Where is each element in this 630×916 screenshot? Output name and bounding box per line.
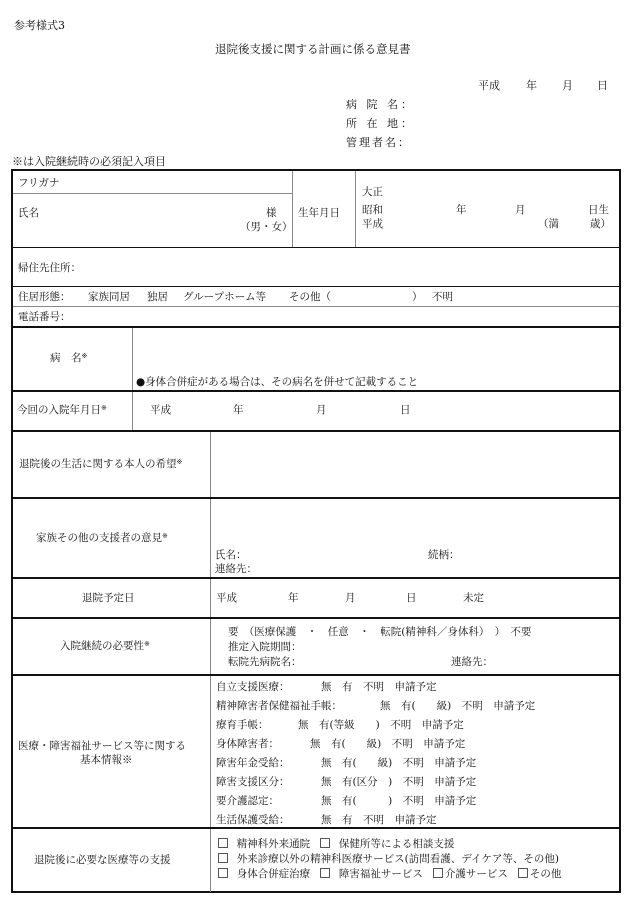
residence-other-close: ）	[412, 291, 423, 303]
required-note: ※は入院継続時の必須記入項目	[12, 155, 166, 168]
support-checkbox-psychiatric-services[interactable]: 外来診療以外の精神科医療サービス(訪問看護、デイケア等、その他)	[218, 853, 559, 865]
sex-selector[interactable]: （男・女）	[240, 221, 293, 233]
checkbox-icon	[218, 868, 228, 878]
support-row-1	[218, 838, 454, 850]
diagnosis-field[interactable]	[136, 330, 616, 372]
service-options[interactable]: 無 有( 級) 不明 申請予定	[321, 757, 477, 769]
estimated-period-label: 推定入院期間：	[228, 641, 302, 653]
service-options[interactable]: 無 有 不明 申請予定	[321, 814, 437, 826]
continuation-options[interactable]: 要 （医療保護 ・ 任意 ・ 転院(精神科／身体科） ） 不要	[228, 626, 532, 638]
support-checkbox-physical[interactable]: 身体合併症治療	[218, 868, 310, 880]
dob-month: 月	[515, 204, 526, 216]
service-item: 自立支援医療：	[216, 681, 290, 693]
service-options[interactable]: 無 有( 級) 不明 申請予定	[380, 700, 536, 712]
checkbox-icon	[320, 868, 330, 878]
checkbox-icon	[218, 838, 228, 848]
residence-alone[interactable]: 独居	[147, 291, 168, 303]
discharge-date-label: 退院予定日	[82, 592, 135, 604]
support-checkbox-other[interactable]: その他	[518, 868, 562, 880]
form-number: 参考様式3	[14, 19, 65, 32]
support-row-3	[218, 868, 561, 880]
address-label: 帰住先住所：	[18, 262, 81, 274]
transfer-contact-label: 連絡先：	[451, 656, 493, 668]
services-label-line1: 医療・障害福祉サービス等に関する	[18, 740, 186, 752]
transfer-hospital-label: 転院先病院名：	[228, 656, 302, 668]
dob-label: 生年月日	[298, 207, 340, 219]
support-checkbox-consultation[interactable]: 保健所等による相談支援	[320, 838, 454, 850]
residence-other[interactable]: その他（	[289, 291, 331, 303]
admission-day: 日	[400, 404, 411, 416]
discharge-month: 月	[345, 592, 356, 604]
hospital-name-label: 病 院 名：	[346, 98, 415, 111]
honorific: 様	[266, 207, 277, 219]
service-options[interactable]: 無 有(等級 ) 不明 申請予定	[298, 719, 464, 731]
dob-day: 日生	[588, 204, 609, 216]
residence-family[interactable]: 家族同居	[88, 291, 130, 303]
wishes-label: 退院後の生活に関する本人の希望※	[19, 458, 183, 470]
residence-unknown[interactable]: 不明	[432, 291, 453, 303]
admission-date-label: 今回の入院年月日※	[17, 404, 107, 416]
service-item: 障害支援区分：	[216, 776, 290, 788]
wishes-field[interactable]	[214, 434, 616, 494]
service-item: 生活保護受給：	[216, 814, 290, 826]
support-checkbox-care[interactable]: 介護サービス	[433, 868, 508, 880]
service-options[interactable]: 無 有 不明 申請予定	[321, 681, 437, 693]
family-opinion-label: 家族その他の支援者の意見※	[36, 532, 168, 544]
date-year: 年	[526, 79, 537, 92]
continuation-label: 入院継続の必要性※	[60, 640, 150, 652]
checkbox-icon	[433, 868, 443, 878]
family-name-label: 氏名：	[215, 549, 247, 561]
service-item: 要介護認定：	[216, 795, 279, 807]
date-era: 平成	[478, 79, 500, 92]
service-item: 障害年金受給：	[216, 757, 290, 769]
residence-label: 住居形態：	[18, 291, 71, 303]
support-row-2	[218, 853, 559, 865]
discharge-day: 日	[406, 592, 417, 604]
era-showa[interactable]: 昭和	[362, 204, 383, 216]
admission-era: 平成	[150, 404, 171, 416]
phone-label: 電話番号：	[18, 311, 71, 323]
family-opinion-field[interactable]	[214, 501, 616, 543]
age-close: 歳）	[590, 218, 611, 230]
discharge-undetermined[interactable]: 未定	[463, 592, 484, 604]
diagnosis-note: ●身体合併症がある場合は、その病名を併せて記載すること	[136, 376, 419, 388]
name-label: 氏名	[18, 207, 39, 219]
address-field[interactable]	[90, 252, 610, 282]
diagnosis-label: 病 名※	[50, 352, 88, 364]
date-day: 日	[597, 79, 608, 92]
service-item: 療育手帳：	[216, 719, 269, 731]
discharge-year: 年	[288, 592, 299, 604]
checkbox-icon	[518, 868, 528, 878]
age-open: （満	[538, 218, 559, 230]
checkbox-icon	[320, 838, 330, 848]
era-heisei[interactable]: 平成	[362, 218, 383, 230]
furigana-label: フリガナ	[18, 177, 60, 189]
service-options[interactable]: 無 有(区分 ) 不明 申請予定	[321, 776, 477, 788]
furigana-field[interactable]	[80, 172, 290, 192]
name-field[interactable]	[50, 196, 250, 244]
checkbox-icon	[218, 853, 228, 863]
era-taisho[interactable]: 大正	[362, 186, 383, 198]
administrator-label: 管理者名：	[346, 136, 411, 149]
service-item: 身体障害者：	[216, 738, 279, 750]
family-relation-label: 続柄：	[428, 549, 460, 561]
service-item: 精神障害者保健福祉手帳：	[216, 700, 342, 712]
support-needed-label: 退院後に必要な医療等の支援	[34, 854, 171, 866]
dob-year: 年	[456, 204, 467, 216]
admission-month: 月	[316, 404, 327, 416]
service-options[interactable]: 無 有( ) 不明 申請予定	[321, 795, 477, 807]
discharge-era: 平成	[216, 592, 237, 604]
phone-field[interactable]	[80, 308, 610, 325]
support-checkbox-welfare[interactable]: 障害福祉サービス	[320, 868, 423, 880]
family-contact-label: 連絡先：	[215, 563, 257, 575]
service-options[interactable]: 無 有( 級) 不明 申請予定	[310, 738, 466, 750]
residence-grouphome[interactable]: グループホーム等	[183, 291, 267, 303]
support-checkbox-outpatient[interactable]: 精神科外来通院	[218, 838, 310, 850]
admission-year: 年	[233, 404, 244, 416]
services-label-line2: 基本情報※	[80, 754, 133, 766]
date-month: 月	[562, 79, 573, 92]
page-title: 退院後支援に関する計画に係る意見書	[215, 42, 411, 56]
location-label: 所 在 地：	[346, 117, 415, 130]
